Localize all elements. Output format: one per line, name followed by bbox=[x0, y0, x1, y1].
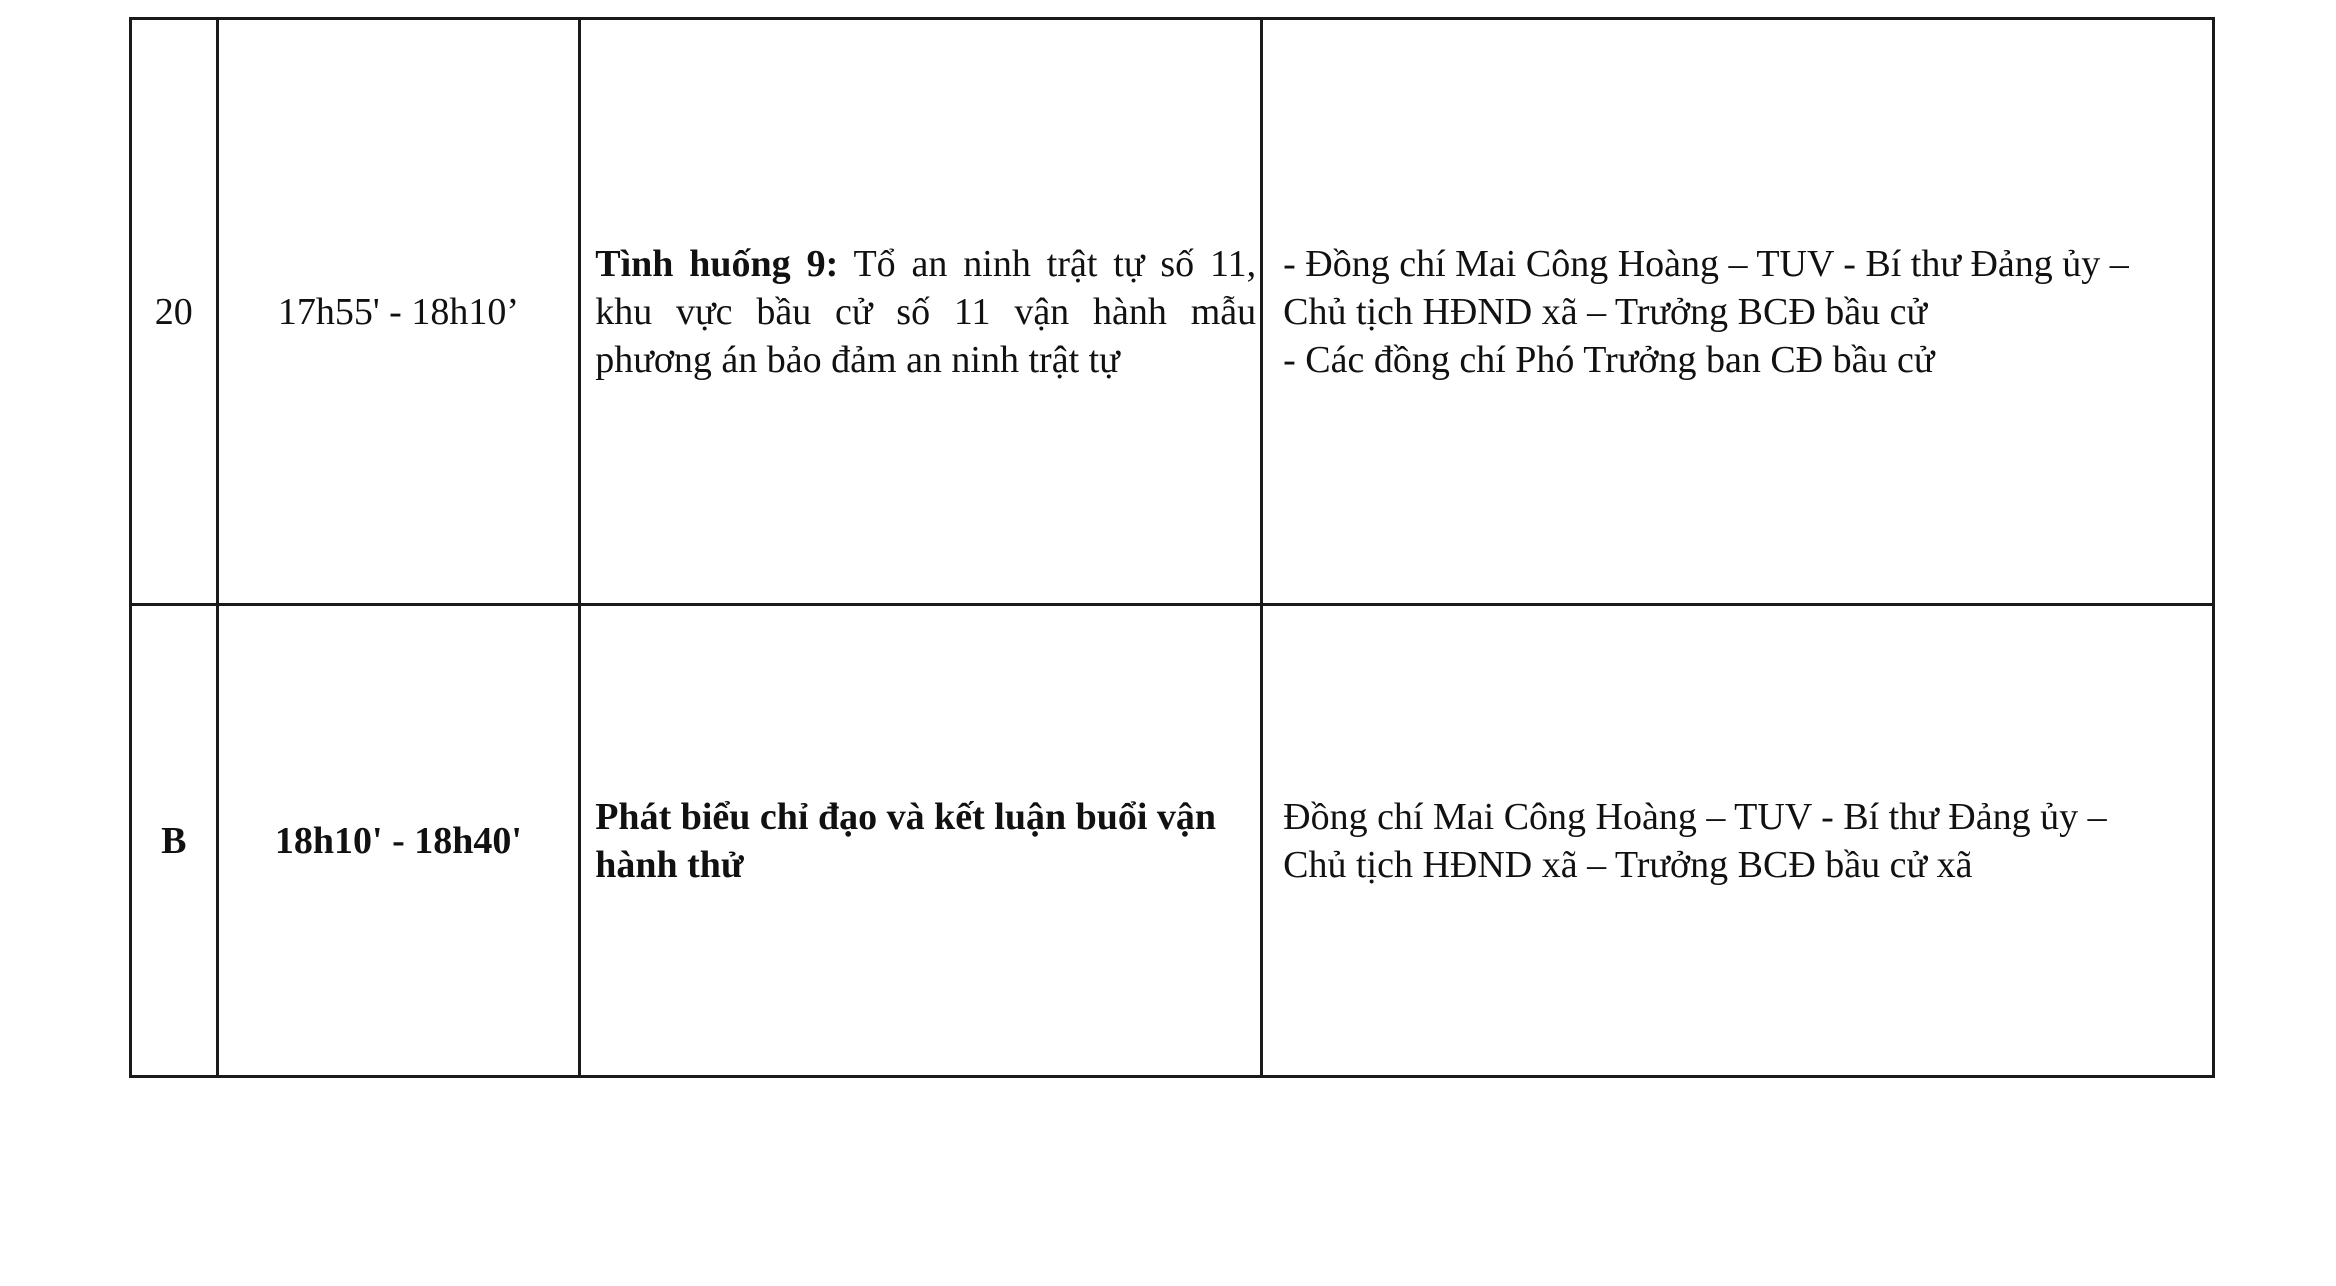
content-paragraph bbox=[595, 240, 1256, 384]
situation-text: Tổ an ninh trật tự số 11, khu vực bầu cử số 11 vận hành mẫu phương án bảo đảm an ninh trật tự bbox=[595, 242, 1257, 381]
schedule-table bbox=[129, 17, 2215, 1078]
person-line: Đồng chí Mai Công Hoàng – TUV - Bí thư Đảng ủy – bbox=[1283, 795, 2107, 838]
row-number: 20 bbox=[154, 290, 193, 333]
row-number: B bbox=[161, 819, 187, 862]
person-cell bbox=[1262, 605, 2214, 1077]
time-cell bbox=[217, 19, 580, 605]
time-cell bbox=[217, 605, 580, 1077]
person-line: - Các đồng chí Phó Trưởng ban CĐ bầu cử bbox=[1283, 338, 1935, 381]
table-row bbox=[131, 605, 2214, 1077]
person-line: Chủ tịch HĐND xã – Trưởng BCĐ bầu cử bbox=[1283, 290, 1928, 333]
time-range: 17h55' - 18h10’ bbox=[277, 290, 519, 333]
row-number-cell bbox=[131, 19, 218, 605]
situation-heading: Tình huống 9: bbox=[595, 242, 839, 285]
time-range: 18h10' - 18h40' bbox=[274, 819, 522, 862]
person-line: Chủ tịch HĐND xã – Trưởng BCĐ bầu cử xã bbox=[1283, 843, 1973, 886]
content-cell bbox=[580, 605, 1262, 1077]
content-cell bbox=[580, 19, 1262, 605]
table-row bbox=[131, 19, 2214, 605]
row-number-cell bbox=[131, 605, 218, 1077]
person-line: - Đồng chí Mai Công Hoàng – TUV - Bí thư Đảng ủy – bbox=[1283, 242, 2129, 285]
content-paragraph: Phát biểu chỉ đạo và kết luận buổi vận hành thử bbox=[595, 795, 1217, 886]
person-cell bbox=[1262, 19, 2214, 605]
